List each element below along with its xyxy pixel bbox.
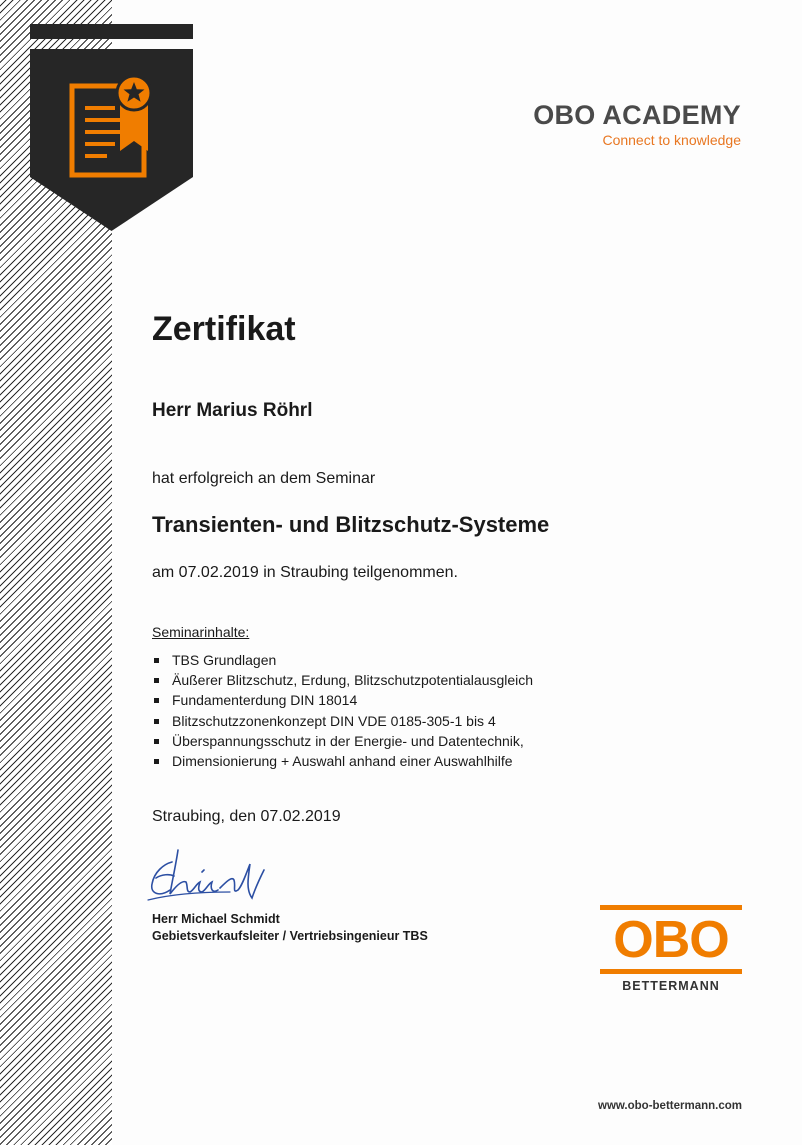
list-item-text: TBS Grundlagen [172,652,277,668]
list-item-text: Äußerer Blitzschutz, Erdung, Blitzschutzpotentialausgleich [172,672,534,689]
list-item [152,711,533,731]
list-item [152,751,533,771]
logo-bottom-rule [600,969,742,974]
handwritten-signature [142,842,282,917]
logo-top-rule [600,905,742,910]
certificate-title: Zertifikat [152,310,296,348]
list-item [152,650,533,670]
website-url: www.obo-bettermann.com [598,1100,742,1112]
logo-mark: OBO [613,911,729,969]
intro-text: hat erfolgreich an dem Seminar [152,470,376,487]
square-bullet-icon [154,698,159,703]
brand-tagline: Connect to knowledge [602,132,741,148]
square-bullet-icon [154,739,159,744]
certificate-ribbon-icon [30,49,193,231]
contents-list [152,650,533,771]
signer-role: Gebietsverkaufsleiter / Vertriebsingenieur TBS [152,929,428,943]
list-item [152,670,533,690]
square-bullet-icon [154,658,159,663]
list-item-text: Fundamenterdung DIN 18014 [172,692,358,709]
list-item [152,690,533,710]
signature-place-date: Straubing, den 07.02.2019 [152,808,341,825]
square-bullet-icon [154,678,159,683]
square-bullet-icon [154,719,159,724]
seminar-date-place: am 07.02.2019 in Straubing teilgenommen. [152,564,458,581]
list-item-text: Blitzschutzzonenkonzept DIN VDE 0185-305-1 bis 4 [172,712,496,729]
brand-name: OBO ACADEMY [533,100,741,130]
contents-heading: Seminarinhalte: [152,624,250,640]
list-item-text: Überspannungsschutz in der Energie- und Datentechnik, [172,732,524,749]
list-item-text: Dimensionierung + Auswahl anhand einer Auswahlhilfe [172,753,513,770]
list-item [152,731,533,751]
recipient-name: Herr Marius Röhrl [152,400,313,421]
obo-bettermann-logo [600,905,742,993]
signer-name: Herr Michael Schmidt [152,912,280,926]
seminar-title: Transienten- und Blitzschutz-Systeme [152,512,550,537]
brand-header [533,100,741,149]
badge-top-bar [30,24,193,39]
square-bullet-icon [154,759,159,764]
logo-subtitle: BETTERMANN [622,979,720,993]
